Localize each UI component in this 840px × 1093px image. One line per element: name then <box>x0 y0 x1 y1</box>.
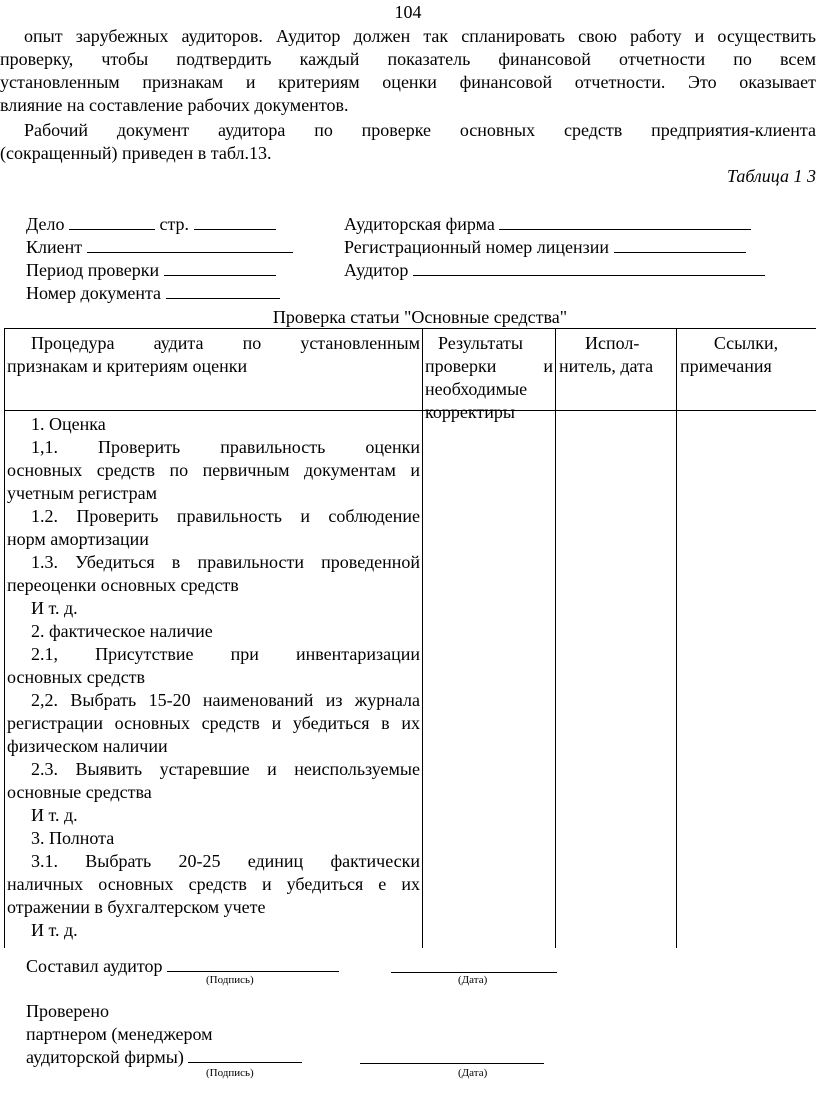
page-number: 104 <box>394 2 422 22</box>
intro-line: установленным признакам и критериям оценки финансовой отчетности. Это оказывает <box>0 72 816 92</box>
period-label: Период проверки <box>26 260 160 280</box>
header-procedure-line: Процедура аудита по установленным <box>31 333 420 353</box>
procedure-row: 2.1, Присутствие при инвентаризации <box>31 644 420 664</box>
intro-line: проверку, чтобы подтвердить каждый показатель финансовой отчетности по всем <box>0 49 816 69</box>
header-results-line: необходимые <box>425 379 528 399</box>
procedure-row: физическом наличии <box>7 736 168 756</box>
str-label: стр. <box>159 214 190 234</box>
table-border-left <box>4 328 5 948</box>
doc-number-field <box>26 282 280 305</box>
column-divider <box>555 328 556 948</box>
compiled-signature-caption: (Подпись) <box>206 974 254 986</box>
delo-label: Дело <box>26 214 65 234</box>
header-procedure <box>7 332 420 378</box>
procedure-row: основных средств <box>7 667 146 687</box>
header-results-line: проверки и <box>425 356 553 376</box>
procedure-row: 1.3. Убедиться в правильности проведенной <box>31 552 420 572</box>
header-executor-line: Испол- <box>585 333 640 353</box>
procedure-row: переоценки основных средств <box>7 575 239 595</box>
auditor-blank <box>413 259 765 276</box>
client-field <box>26 236 293 259</box>
intro-line: влияние на составление рабочих документов. <box>0 95 349 115</box>
compiled-date-caption: (Дата) <box>458 974 488 986</box>
period-field <box>26 259 276 282</box>
checked-signature-caption: (Подпись) <box>206 1067 254 1079</box>
procedure-row: 2. фактическое наличие <box>31 621 213 641</box>
license-field <box>344 236 746 259</box>
compiled-date-blank <box>391 955 557 973</box>
procedure-row: регистрации основных средств и убедиться в их <box>7 713 420 733</box>
procedure-row: И т. д. <box>31 920 78 940</box>
compiled-by-label: Составил аудитор <box>26 956 163 976</box>
auditor-label: Аудитор <box>344 260 409 280</box>
header-executor-line: нитель, дата <box>559 356 654 376</box>
delo-field <box>26 213 276 236</box>
procedure-row: 3. Полнота <box>31 828 115 848</box>
audit-procedures-table <box>4 328 816 948</box>
header-procedure-line: признакам и критериям оценки <box>7 356 248 376</box>
procedure-row: 1.2. Проверить правильность и соблюдение <box>31 506 420 526</box>
header-results-line: Результаты <box>438 333 523 353</box>
client-label: Клиент <box>26 237 83 257</box>
license-label: Регистрационный номер лицензии <box>344 237 610 257</box>
header-executor <box>559 332 675 378</box>
procedure-row: норм амортизации <box>7 529 149 549</box>
checked-line-3-label: аудиторской фирмы) <box>26 1047 184 1067</box>
procedure-row: 1,1. Проверить правильность оценки <box>31 437 420 457</box>
license-blank <box>614 236 746 253</box>
procedure-row: основные средства <box>7 782 152 802</box>
checked-date-blank <box>360 1046 544 1064</box>
intro-line: опыт зарубежных аудиторов. Аудитор должен так спланировать свою работу и осуществить <box>24 26 816 46</box>
column-divider <box>676 328 677 948</box>
client-blank <box>87 236 293 253</box>
auditor-field <box>344 259 765 282</box>
procedure-row: отражении в бухгалтерском учете <box>7 897 266 917</box>
checked-signature-blank <box>188 1046 302 1063</box>
checked-line-1: Проверено <box>26 1001 110 1021</box>
table-caption: Таблица 1 3 <box>726 166 816 186</box>
header-results <box>425 332 553 422</box>
delo-blank <box>69 213 155 230</box>
procedure-row: учетным регистрам <box>7 483 157 503</box>
header-references <box>678 332 814 378</box>
column-divider <box>422 328 423 948</box>
compiled-signature-blank <box>167 955 339 972</box>
procedure-row: 2,2. Выбрать 15-20 наименований из журнала <box>31 690 420 710</box>
compiled-by-line <box>26 955 339 978</box>
table-title: Проверка статьи "Основные средства" <box>272 307 568 327</box>
table-border-top <box>4 328 816 329</box>
doc-number-label: Номер документа <box>26 283 162 303</box>
checked-line-2: партнером (менеджером <box>26 1024 213 1044</box>
checked-line-3 <box>26 1046 302 1069</box>
procedure-row: 1. Оценка <box>31 414 106 434</box>
procedure-row: основных средств по первичным документам и <box>7 460 420 480</box>
procedure-list <box>7 413 420 942</box>
procedure-row: 3.1. Выбрать 20-25 единиц фактически <box>31 851 420 871</box>
doc-number-blank <box>166 282 280 299</box>
procedure-row: наличных основных средств и убедиться е их <box>7 874 420 894</box>
firm-field <box>344 213 751 236</box>
procedure-row: И т. д. <box>31 598 78 618</box>
procedure-row: 2.3. Выявить устаревшие и неиспользуемые <box>31 759 420 779</box>
procedure-row: И т. д. <box>31 805 78 825</box>
period-blank <box>164 259 276 276</box>
header-results-line: корректиры <box>425 402 515 422</box>
str-blank <box>194 213 276 230</box>
firm-label: Аудиторская фирма <box>344 214 495 234</box>
para-line: (сокращенный) приведен в табл.13. <box>0 143 272 163</box>
reference-paragraph <box>0 119 816 165</box>
para-line: Рабочий документ аудитора по проверке основных средств предприятия-клиента <box>24 120 816 140</box>
firm-blank <box>499 213 751 230</box>
intro-paragraph <box>0 25 816 117</box>
header-references-line: Ссылки, <box>713 333 779 353</box>
table-header-divider <box>4 410 816 411</box>
checked-date-caption: (Дата) <box>458 1067 488 1079</box>
header-references-line: примечания <box>680 356 772 376</box>
